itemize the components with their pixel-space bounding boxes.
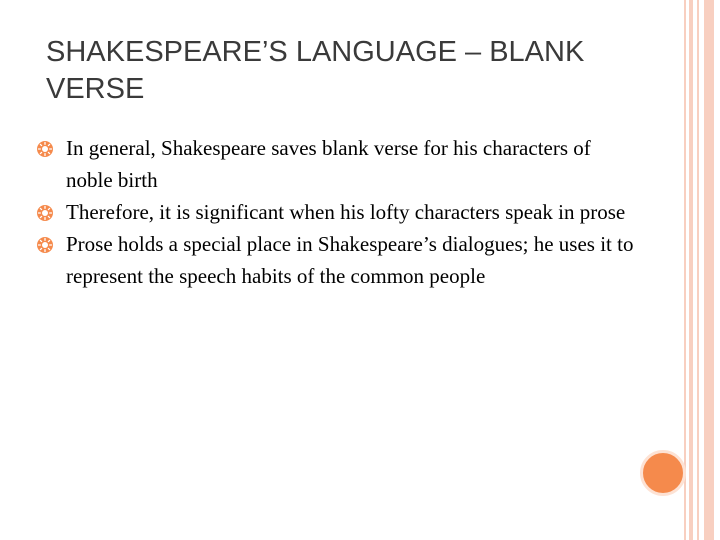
bullet-item xyxy=(36,196,636,228)
bullet-item xyxy=(36,228,636,292)
slide-title: SHAKESPEARE’S LANGUAGE – BLANK VERSE xyxy=(46,36,585,105)
bullet-item xyxy=(36,132,636,196)
sun-icon xyxy=(36,140,54,158)
decorative-circle xyxy=(640,450,686,496)
bullet-list xyxy=(36,132,636,292)
sun-icon xyxy=(36,236,54,254)
decorative-stripe xyxy=(704,0,714,540)
decorative-stripe xyxy=(684,0,686,540)
decorative-stripe xyxy=(689,0,693,540)
bullet-text: In general, Shakespeare saves blank verse for his characters of noble birth xyxy=(66,136,591,192)
bullet-text: Therefore, it is significant when his lofty characters speak in prose xyxy=(66,200,626,224)
bullet-text: Prose holds a special place in Shakespeare’s dialogues; he uses it to represent the speech habits of the common people xyxy=(66,232,634,288)
sun-icon xyxy=(36,204,54,222)
decorative-stripe xyxy=(697,0,699,540)
